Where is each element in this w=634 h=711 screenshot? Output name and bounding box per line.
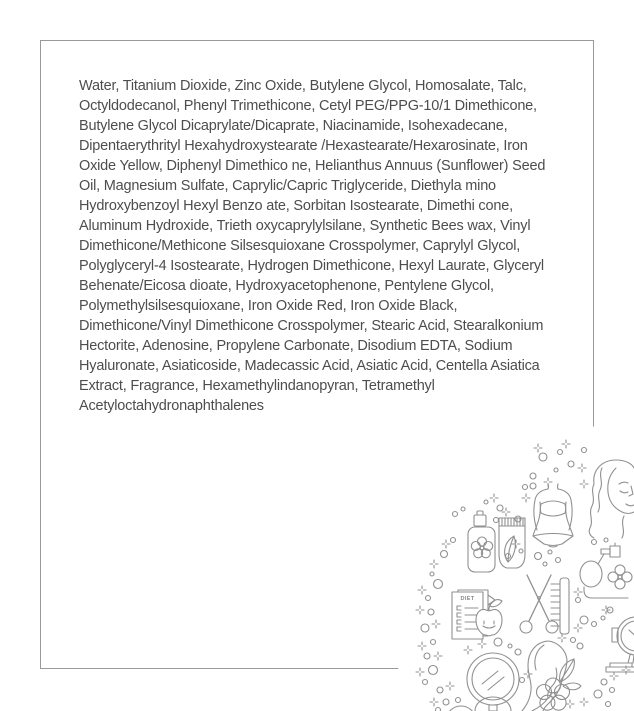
beauty-icons-illustration [398,424,634,711]
ingredients-line: Water, Titanium Dioxide, Zinc Oxide, Butylene Glycol, Homosalate, Talc, [79,78,527,94]
ingredients-line: Dimethicone/Vinyl Dimethicone Crosspolymer, Stearic Acid, Stearalkonium [79,318,544,334]
ingredients-line: Behenate/Eicosa dioate, Hydroxyacetophenone, Pentylene Glycol, [79,278,494,294]
ingredients-line: Dipentaerythrityl Hexahydroxystearate /Hexastearate/Hexarosinate, Iron [79,138,528,154]
diet-label: DIET [460,596,475,602]
ingredients-paragraph [79,76,571,416]
ingredients-line: Dimethicone/Methicone Silsesquioxane Crosspolymer, Caprylyl Glycol, [79,238,521,254]
ingredients-line: Hectorite, Adenosine, Propylene Carbonate, Disodium EDTA, Sodium [79,338,513,354]
ingredients-line: Butylene Glycol Dicaprylate/Dicaprate, Niacinamide, Isohexadecane, [79,118,508,134]
ingredients-line: Aluminum Hydroxide, Trieth oxycaprylylsilane, Synthetic Bees wax, Vinyl [79,218,531,234]
ingredients-line: Oxide Yellow, Diphenyl Dimethico ne, Helianthus Annuus (Sunflower) Seed [79,158,546,174]
ingredients-line: Hyaluronate, Asiaticoside, Madecassic Acid, Asiatic Acid, Centella Asiatica [79,358,540,374]
ingredients-line: Oil, Magnesium Sulfate, Caprylic/Capric Triglyceride, Diethyla mino [79,178,496,194]
ingredients-line: Octyldodecanol, Phenyl Trimethicone, Cetyl PEG/PPG-10/1 Dimethicone, [79,98,537,114]
ingredients-line: Hydroxybenzoyl Hexyl Benzo ate, Sorbitan Isostearate, Dimethi cone, [79,198,513,214]
ingredients-line: Polymethylsilsesquioxane, Iron Oxide Red, Iron Oxide Black, [79,298,458,314]
ingredients-line: Acetyloctahydronaphthalenes [79,398,264,414]
ingredients-line: Extract, Fragrance, Hexamethylindanopyran, Tetramethyl [79,378,435,394]
ingredients-line: Polyglyceryl-4 Isostearate, Hydrogen Dimethicone, Hexyl Laurate, Glyceryl [79,258,544,274]
